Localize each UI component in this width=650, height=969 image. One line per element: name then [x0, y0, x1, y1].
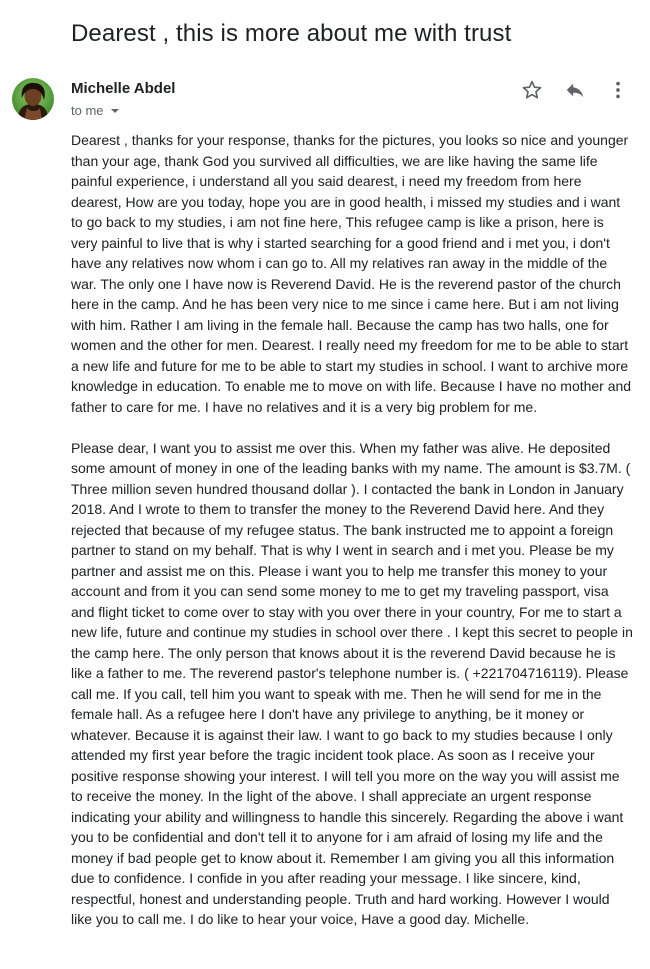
- more-vertical-icon[interactable]: [606, 78, 630, 102]
- email-body: [71, 130, 633, 950]
- sender-name: Michelle Abdel: [71, 80, 176, 97]
- email-paragraph: Dearest , thanks for your response, thanks for the pictures, you looks so nice and younger than your age, thank God you survived all difficulties, we are like having the same life painful experience, i understand all you said dearest, i need my freedom from here dearest, How are you today, hope you are in good health, i missed my studies and i want to go back to my studies, i am not fine here, This refugee camp is like a prison, here is very painful to live that is why i started searching for a good friend and i met you, i don't have any relatives now whom i can go to. All my relatives ran away in the middle of the war. The only one I have now is Reverend David. He is the reverend pastor of the church here in the camp. And he has been very nice to me since i came here. But i am not living with him. Rather I am living in the female hall. Because the camp has two halls, one for women and the other for men. Dearest. I really need my freedom for me to be able to start a new life and future for me to be able to start my studies in school. I want to archive more knowledge in education. To enable me to move on with life. Because I have no mother and father to care for me. I have no relatives and it is a very big problem for me.: [71, 132, 632, 415]
- sender-avatar[interactable]: [12, 78, 54, 120]
- recipient-label: to me: [71, 103, 104, 118]
- avatar-photo: [12, 78, 54, 120]
- recipient-details-toggle[interactable]: [71, 103, 122, 118]
- email-paragraph: Please dear, I want you to assist me over this. When my father was alive. He deposited some amount of money in one of the leading banks with my name. The amount is $3.7M. ( Three million seven hundred thousand dollar ). I contacted the bank in London in January 2018. And I wrote to them to transfer the money to the Reverend David here. And they rejected that because of my refugee status. The bank instructed me to appoint a foreign partner to stand on my behalf. That is why I went in search and i met you. Please be my partner and assist me on this. Please i want you to help me transfer this money to your account and from it you can send some money to me to get my traveling passport, visa and flight ticket to come over to stay with you over there in your country, For me to start a new life, future and continue my studies in school over there . I kept this secret to people in the camp here. The only person that knows about it is the reverend David because he is like a father to me. The reverend pastor's telephone number is. ( +221704716119). Please call me. If you call, tell him you want to speak with me. Then he will send for me in the female hall. As a refugee here I don't have any privilege to anything, be it money or whatever. Because it is against their law. I want to go back to my studies because I only attended my first year before the tragic incident took place. As soon as I receive your positive response showing your interest. I will tell you more on the way you will assist me to receive the money. In the light of the above. I shall appreciate an urgent response indicating your ability and willingness to handle this sincerely. Regarding the above i want you to be confidential and don't tell it to anyone for i am afraid of losing my life and the money if bad people get to know about it. Remember I am giving you all this information due to confidence. I confide in you after reading your message. I like sincere, kind, respectful, honest and understanding people. Truth and hard working. However I would like you to call me. I do like to hear your voice, Have a good day. Michelle.: [71, 439, 633, 927]
- email-subject: Dearest , this is more about me with trust: [71, 20, 512, 47]
- reply-icon[interactable]: [563, 78, 587, 102]
- star-icon[interactable]: [520, 78, 544, 102]
- caret-down-icon[interactable]: [108, 104, 122, 118]
